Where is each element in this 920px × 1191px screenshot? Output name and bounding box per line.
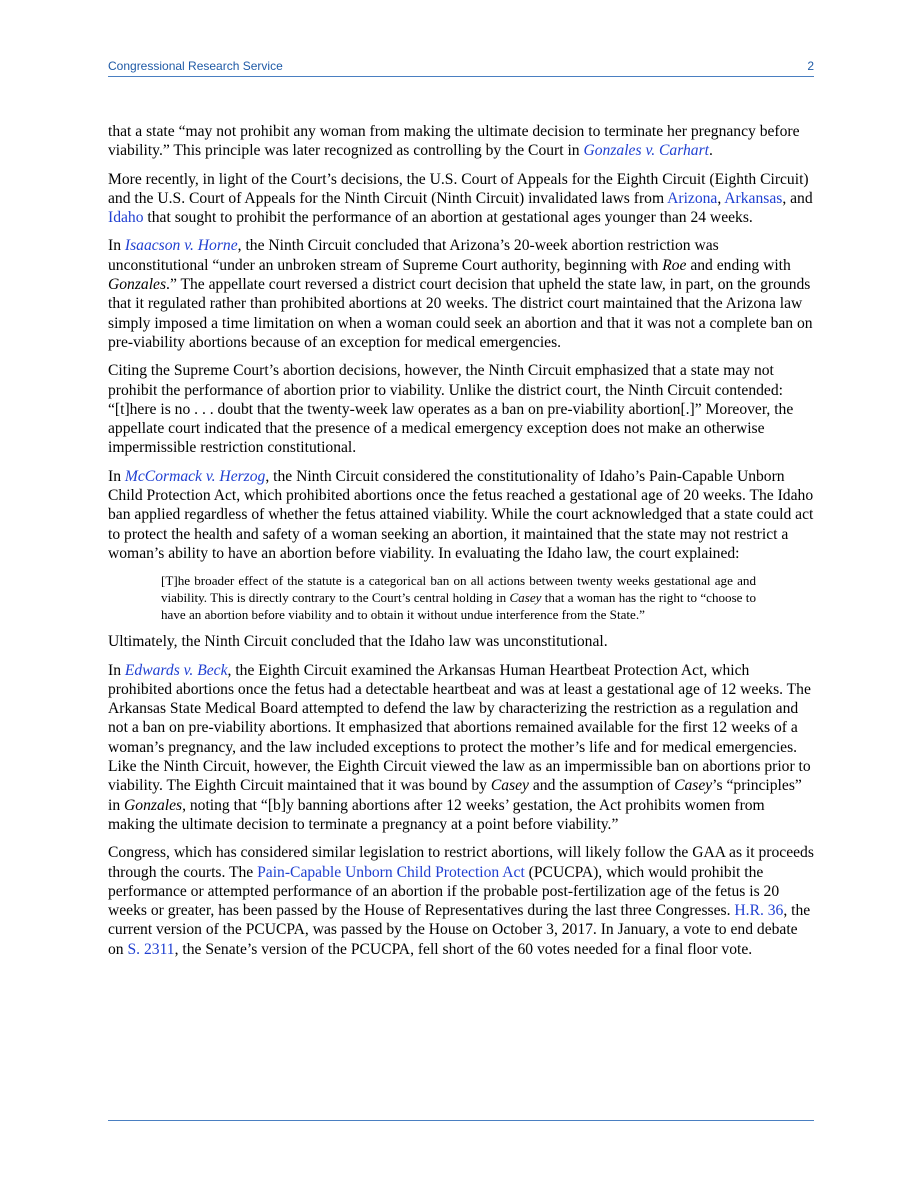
link-gonzales-v-carhart[interactable]: Gonzales v. Carhart xyxy=(583,142,709,160)
header-org-name: Congressional Research Service xyxy=(108,59,283,73)
text: . xyxy=(708,142,713,160)
text: and the assumption of xyxy=(528,777,675,795)
link-s-2311[interactable]: S. 2311 xyxy=(127,940,175,958)
text: , the Eighth Circuit examined the Arkansas Human Heartbeat Protection Act, which prohibited abortions once the fetus had a detectable heartbeat and was at least a gestational age of 12 weeks. The Arkansas State Medical Board attempted to defend the law by characterizing the restriction as a regulation and not a ban on pre-viability abortions. It emphasized that abortions remained available for the first 12 weeks of a woman’s pregnancy, and the law included exceptions to protect the mother’s life and for medical emergencies. Like the Ninth Circuit, however, the Eighth Circuit viewed the law as an impermissible ban on abortions prior to viability. The Eighth Circuit maintained that it was bound by xyxy=(108,661,811,795)
paragraph-idaho-conclusion xyxy=(108,632,814,651)
text: , the Senate’s version of the PCUCPA, fell short of the 60 votes needed for a final floor vote. xyxy=(174,940,753,958)
case-name-gonzales: Gonzales xyxy=(124,796,183,814)
text: Citing the Supreme Court’s abortion decisions, however, the Ninth Circuit emphasized that a state may not prohibit the performance of abortion prior to viability. Unlike the district court, the Ninth Circuit contended: “[t]here is no . . . doubt that the twenty-week law operates as a ban on pre-viability abortion[.]” Moreover, the appellate court indicated that the presence of a medical emergency exception does not make an otherwise impermissible restriction constitutional. xyxy=(108,362,794,457)
text: Congress, which has considered similar legislation to restrict abortions, will likely follow the GAA as it proceeds through the courts. The xyxy=(108,844,814,881)
text: , the Ninth Circuit considered the constitutionality of Idaho’s Pain-Capable Unborn Child Protection Act, which prohibited abortions once the fetus reached a gestational age of 20 weeks. The Idaho ban applied regardless of whether the fetus attained viability. While the court acknowledged that a state could act to protect the health and safety of a woman seeking an abortion, it maintained that the state may not restrict a woman’s ability to have an abortion before viability. In evaluating the Idaho law, the court explained: xyxy=(108,467,814,562)
link-arizona[interactable]: Arizona xyxy=(667,189,718,207)
text: , xyxy=(717,189,725,207)
paragraph-mccormack-v-herzog xyxy=(108,467,814,563)
text: Ultimately, the Ninth Circuit concluded that the Idaho law was unconstitutional. xyxy=(108,633,608,651)
text: , and xyxy=(782,189,813,207)
paragraph-edwards-v-beck xyxy=(108,661,814,835)
case-name-gonzales: Gonzales xyxy=(108,276,167,294)
footer-rule xyxy=(108,1120,814,1121)
text: [T]he broader effect of the statute is a categorical ban on all actions between twenty weeks gestational age and viability. This is directly contrary to the Court’s central holding in xyxy=(161,573,756,606)
text: that sought to prohibit the performance of an abortion at gestational ages younger than 24 weeks. xyxy=(143,209,753,227)
paragraph-congress-pcucpa xyxy=(108,843,814,959)
page-header xyxy=(108,58,814,77)
case-name-casey: Casey xyxy=(509,590,542,606)
paragraph-ninth-circuit-emphasis xyxy=(108,361,814,457)
link-idaho[interactable]: Idaho xyxy=(108,209,144,227)
link-arkansas[interactable]: Arkansas xyxy=(724,189,783,207)
paragraph-viability-principle xyxy=(108,122,814,161)
paragraph-circuit-decisions xyxy=(108,170,814,228)
text: (PCUCPA), which would prohibit the performance or attempted performance of an abortion if the probable post-fertilization age of the fetus is 20 weeks or greater, has been passed by the House of Representatives during the last three Congresses. xyxy=(108,863,780,920)
block-quote xyxy=(161,572,756,623)
text: that a woman has the right to “choose to have an abortion before viability and to obtain it without undue interference from the State.” xyxy=(161,590,756,623)
paragraph-isaacson-v-horne xyxy=(108,236,814,352)
case-name-casey: Casey xyxy=(490,777,529,795)
link-pain-capable-act[interactable]: Pain-Capable Unborn Child Protection Act xyxy=(257,863,525,881)
text: More recently, in light of the Court’s decisions, the U.S. Court of Appeals for the Eighth Circuit (Eighth Circuit) and the U.S. Court of Appeals for the Ninth Circuit (Ninth Circuit) invalidated laws from xyxy=(108,170,809,207)
text: , the current version of the PCUCPA, was passed by the House on October 3, 2017. In January, a vote to end debate on xyxy=(108,902,811,958)
text: and ending with xyxy=(686,256,791,274)
text: .” The appellate court reversed a district court decision that upheld the state law, in part, on the grounds that it regulated rather than prohibited abortions at 20 weeks. The district court maintained that the Arizona law simply imposed a time limitation on when a woman could seek an abortion and that it was not a complete ban on pre-viability abortions because of an exception for medical emergencies. xyxy=(108,276,813,351)
text: , noting that “[b]y banning abortions after 12 weeks’ gestation, the Act prohibits women from making the ultimate decision to terminate a pregnancy at a point before viability.” xyxy=(108,796,765,833)
header-page-number: 2 xyxy=(807,59,814,73)
link-hr-36[interactable]: H.R. 36 xyxy=(734,902,784,920)
text: In xyxy=(108,467,125,485)
text: In xyxy=(108,237,125,255)
link-isaacson-v-horne[interactable]: Isaacson v. Horne xyxy=(124,237,238,255)
case-name-casey: Casey xyxy=(674,777,713,795)
text: In xyxy=(108,661,125,679)
case-name-roe: Roe xyxy=(662,256,687,274)
text: ’s “principles” in xyxy=(108,777,802,814)
link-edwards-v-beck[interactable]: Edwards v. Beck xyxy=(124,661,228,679)
text: , the Ninth Circuit concluded that Arizona’s 20-week abortion restriction was unconstitutional “under an unbroken stream of Supreme Court authority, beginning with xyxy=(108,237,719,274)
document-body xyxy=(108,122,814,968)
text: that a state “may not prohibit any woman from making the ultimate decision to terminate her pregnancy before viability.” This principle was later recognized as controlling by the Court in xyxy=(108,123,800,160)
link-mccormack-v-herzog[interactable]: McCormack v. Herzog xyxy=(124,467,266,485)
